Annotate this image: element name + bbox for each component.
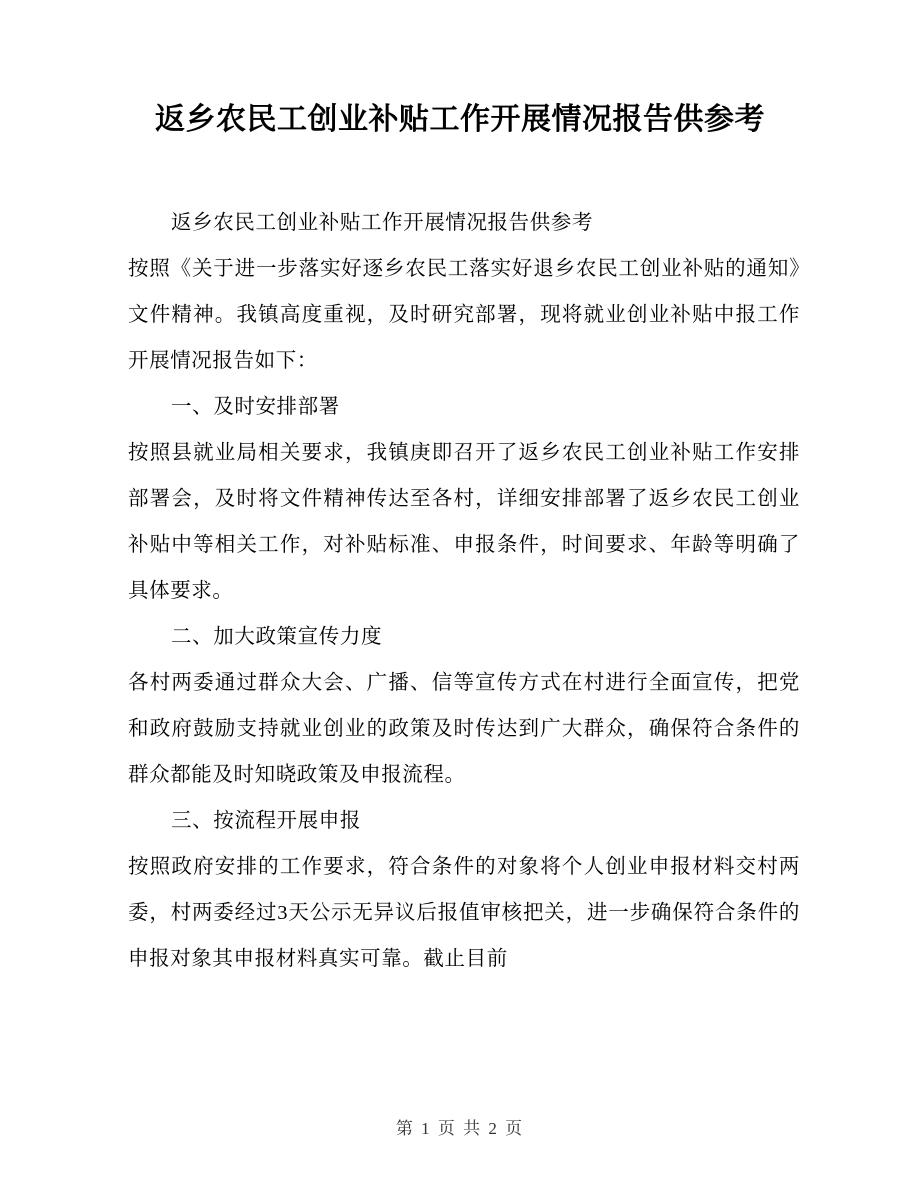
- page-title: 返乡农民工创业补贴工作开展情况报告供参考: [155, 102, 765, 137]
- paragraph: 按照政府安排的工作要求，符合条件的对象将个人创业申报材料交村两委，村两委经过3天公示无异议后报值审核把关，进一步确保符合条件的申报对象其申报材料真实可靠。截止目前: [128, 856, 800, 970]
- footer-prefix: 第: [395, 1119, 415, 1138]
- paragraph: 返乡农民工创业补贴工作开展情况报告供参考: [171, 212, 594, 234]
- footer-current-page: 1: [421, 1119, 432, 1138]
- document-body: [128, 200, 800, 982]
- page-footer: [0, 1114, 920, 1139]
- paragraph: 各村两委通过群众大会、广播、信等宣传方式在村进行全面宣传，把党和政府鼓励支持就业创业的政策及时传达到广大群众，确保符合条件的群众都能及时知晓政策及申报流程。: [128, 672, 800, 786]
- footer-suffix: 页: [505, 1119, 525, 1138]
- footer-middle: 页 共: [437, 1119, 483, 1138]
- footer-total-pages: 2: [488, 1119, 499, 1138]
- section-heading: 二、加大政策宣传力度: [171, 626, 383, 648]
- paragraph: 按照《关于进一步落实好逐乡农民工落实好退乡农民工创业补贴的通知》文件精神。我镇高度重视，及时研究部署，现将就业创业补贴中报工作开展情况报告如下：: [128, 258, 800, 372]
- section-heading: 三、按流程开展申报: [171, 810, 361, 832]
- paragraph: 按照县就业局相关要求，我镇庚即召开了返乡农民工创业补贴工作安排部署会，及时将文件精神传达至各村，详细安排部署了返乡农民工创业补贴中等相关工作，对补贴标准、申报条件，时间要求、年龄等明确了具体要求。: [128, 442, 800, 602]
- section-heading: 一、及时安排部署: [171, 396, 340, 418]
